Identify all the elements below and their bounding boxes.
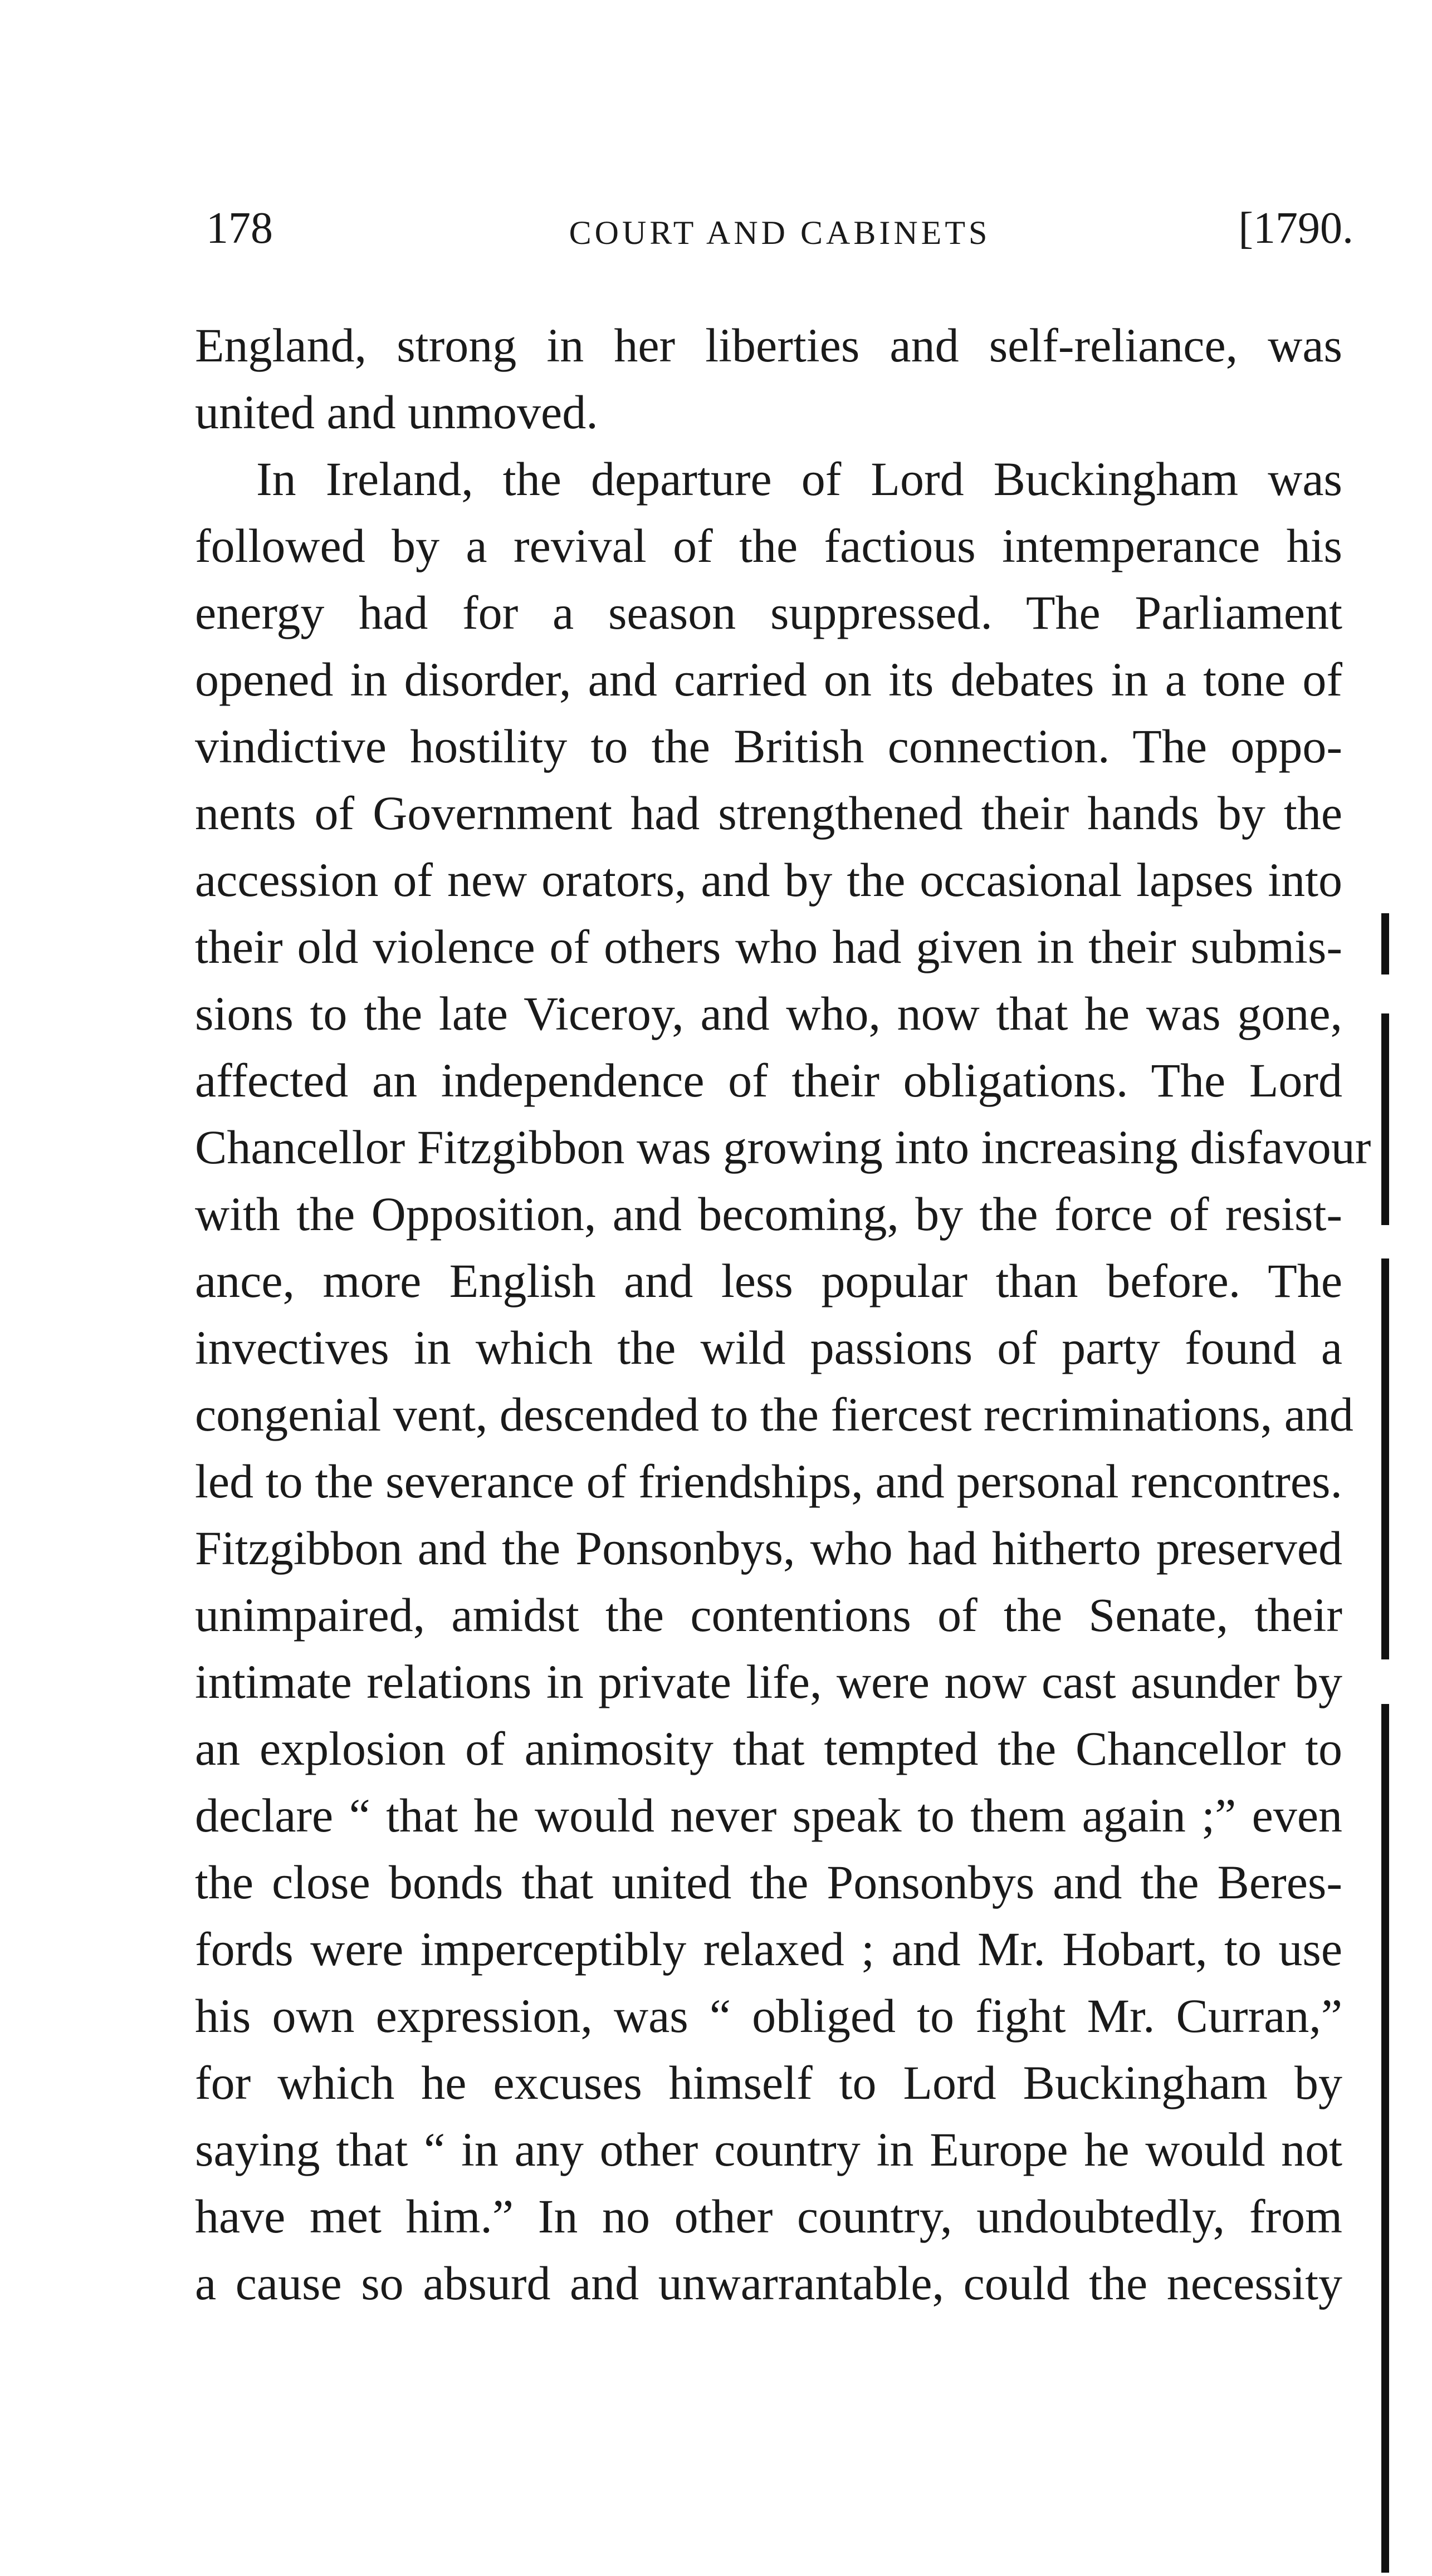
text-line: have met him.” In no other country, undoubtedly, from bbox=[195, 2190, 1342, 2243]
text-line: the close bonds that united the Ponsonbys and the Beres- bbox=[195, 1855, 1342, 1909]
text-line: an explosion of animosity that tempted the Chancellor to bbox=[195, 1722, 1342, 1775]
text-line: fords were imperceptibly relaxed ; and Mr. Hobart, to use bbox=[195, 1922, 1342, 1976]
text-line: England, strong in her liberties and self-reliance, was bbox=[195, 319, 1342, 372]
text-line: intimate relations in private life, were now cast asunder by bbox=[195, 1655, 1342, 1708]
next-page-bleed-through bbox=[1381, 913, 1426, 2573]
text-line: Fitzgibbon and the Ponsonbys, who had hitherto preserved bbox=[195, 1521, 1342, 1575]
running-head bbox=[206, 198, 1353, 259]
bleed-rule bbox=[1381, 1258, 1389, 1659]
text-line: their old violence of others who had given in their submis- bbox=[195, 920, 1342, 973]
text-line: declare “ that he would never speak to them again ;” even bbox=[195, 1789, 1342, 1842]
text-line: his own expression, was “ obliged to fight Mr. Curran,” bbox=[195, 1989, 1342, 2043]
bleed-rule bbox=[1381, 1704, 1389, 2573]
text-line: In Ireland, the departure of Lord Buckingham was bbox=[256, 452, 1342, 506]
text-line: opened in disorder, and carried on its debates in a tone of bbox=[195, 653, 1342, 706]
text-line: affected an independence of their obligations. The Lord bbox=[195, 1054, 1342, 1107]
text-line: united and unmoved. bbox=[195, 385, 598, 439]
bleed-rule bbox=[1381, 1013, 1389, 1225]
text-line: nents of Government had strengthened their hands by the bbox=[195, 786, 1342, 840]
text-line: for which he excuses himself to Lord Buckingham by bbox=[195, 2056, 1342, 2109]
text-line: accession of new orators, and by the occasional lapses into bbox=[195, 853, 1342, 907]
running-title: COURT AND CABINETS bbox=[569, 214, 991, 251]
text-line: ance, more English and less popular than before. The bbox=[195, 1254, 1342, 1307]
text-line: a cause so absurd and unwarrantable, could the necessity bbox=[195, 2256, 1342, 2310]
text-line: with the Opposition, and becoming, by the force of resist- bbox=[195, 1187, 1342, 1241]
text-line: Chancellor Fitzgibbon was growing into increasing disfavour bbox=[195, 1120, 1371, 1174]
text-line: energy had for a season suppressed. The Parliament bbox=[195, 586, 1342, 639]
text-line: saying that “ in any other country in Europe he would not bbox=[195, 2123, 1342, 2176]
bleed-rule bbox=[1381, 913, 1389, 974]
text-line: followed by a revival of the factious intemperance his bbox=[195, 519, 1342, 572]
text-line: invectives in which the wild passions of party found a bbox=[195, 1321, 1342, 1374]
text-line: unimpaired, amidst the contentions of the Senate, their bbox=[195, 1588, 1342, 1642]
text-line: led to the severance of friendships, and personal rencontres. bbox=[195, 1454, 1342, 1508]
running-year: [1790. bbox=[1238, 204, 1353, 253]
text-line: congenial vent, descended to the fiercest recriminations, and bbox=[195, 1388, 1353, 1441]
text-line: sions to the late Viceroy, and who, now that he was gone, bbox=[195, 987, 1342, 1040]
page-number: 178 bbox=[206, 204, 273, 253]
text-line: vindictive hostility to the British connection. The oppo- bbox=[195, 719, 1342, 773]
